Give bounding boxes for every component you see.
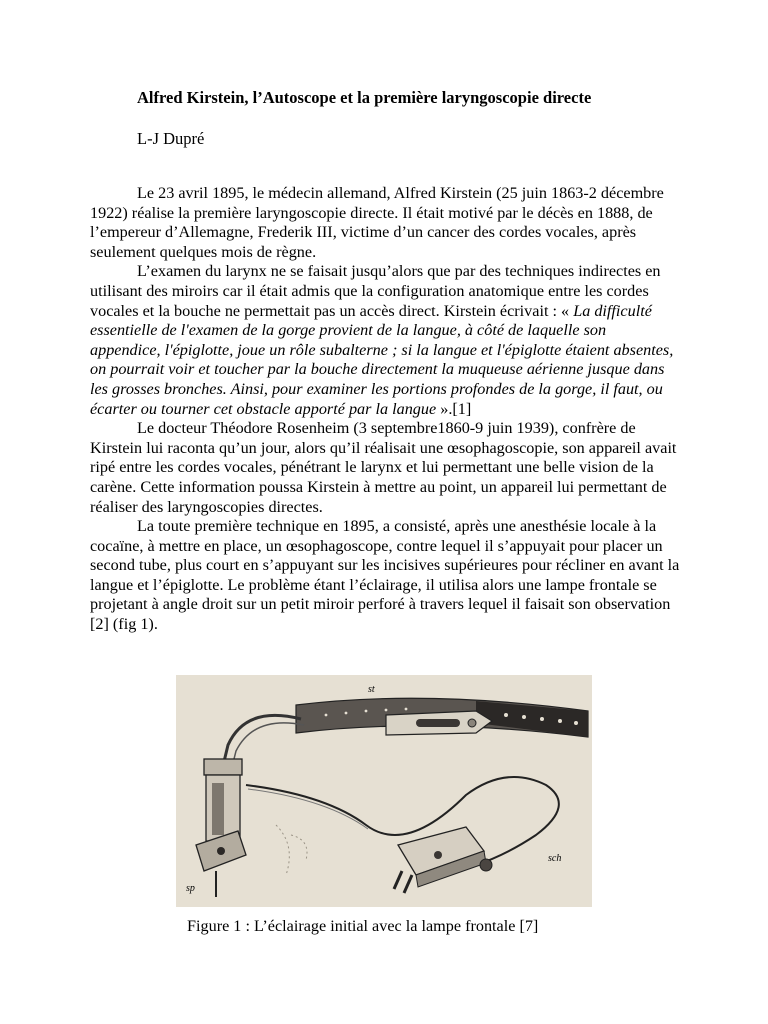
document-author: L-J Dupré <box>137 129 205 148</box>
headlamp-drawing <box>176 675 592 907</box>
figure-label-sch: sch <box>548 853 562 864</box>
document-title: Alfred Kirstein, l’Autoscope et la première laryngoscopie directe <box>137 88 592 107</box>
paragraph-2 <box>90 262 680 419</box>
paragraph-1: Le 23 avril 1895, le médecin allemand, Alfred Kirstein (25 juin 1863-2 décembre 1922) réalise la première laryngoscopie directe. Il était motivé par le décès en 1888, de l’empereur d’Allemagne, Frederik III, victime d’un cancer des cordes vocales, après seulement quelques mois de règne. <box>90 184 664 261</box>
paragraph-2-intro: L’examen du larynx ne se faisait jusqu’alors que par des techniques indirectes en utilisant des miroirs car il était admis que la configuration anatomique entre les cordes vocales et la bouche ne permettait pas un accès direct. Kirstein écrivait : « <box>90 262 661 320</box>
kirstein-quote: La difficulté essentielle de l'examen de la gorge provient de la langue, à côté de laquelle son appendice, l'épiglotte, joue un rôle subalterne ; si la langue et l'épiglotte étaient absentes, on pourrait voir et toucher par la bouche directement la muqueuse aérienne jusque dans les grosses bronches. Ainsi, pour examiner les portions profondes de la gorge, il faut, ou écarter ou tourner cet obstacle apporté par la langue <box>90 301 674 418</box>
body-text <box>90 184 680 635</box>
paragraph-2-citation: ».[1] <box>436 399 472 418</box>
figure-caption: Figure 1 : L’éclairage initial avec la lampe frontale [7] <box>187 917 539 935</box>
figure-label-sp: sp <box>186 883 195 894</box>
figure-headlamp-illustration <box>176 675 592 907</box>
paragraph-3: Le docteur Théodore Rosenheim (3 septembre1860-9 juin 1939), confrère de Kirstein lui raconta qu’un jour, alors qu’il réalisait une œsophagoscopie, son appareil avait ripé entre les cordes vocales, pénétrant le larynx et lui permettant une belle vision de la carène. Cette information poussa Kirstein à mettre au point, un appareil lui permettant de réaliser des laryngoscopies directes. <box>90 419 677 516</box>
paragraph-4: La toute première technique en 1895, a consisté, après une anesthésie locale à la cocaïne, à mettre en place, un œsophagoscope, contre lequel il s’appuyait pour placer un second tube, plus court en s’appuyant sur les incisives supérieures pour récliner en avant la langue et l’épiglotte. Le problème étant l’éclairage, il utilisa alors une lampe frontale se projetant à angle droit sur un petit miroir perforé à travers lequel il faisait son observation [2] (fig 1). <box>90 517 680 634</box>
figure-label-st: st <box>368 684 375 695</box>
